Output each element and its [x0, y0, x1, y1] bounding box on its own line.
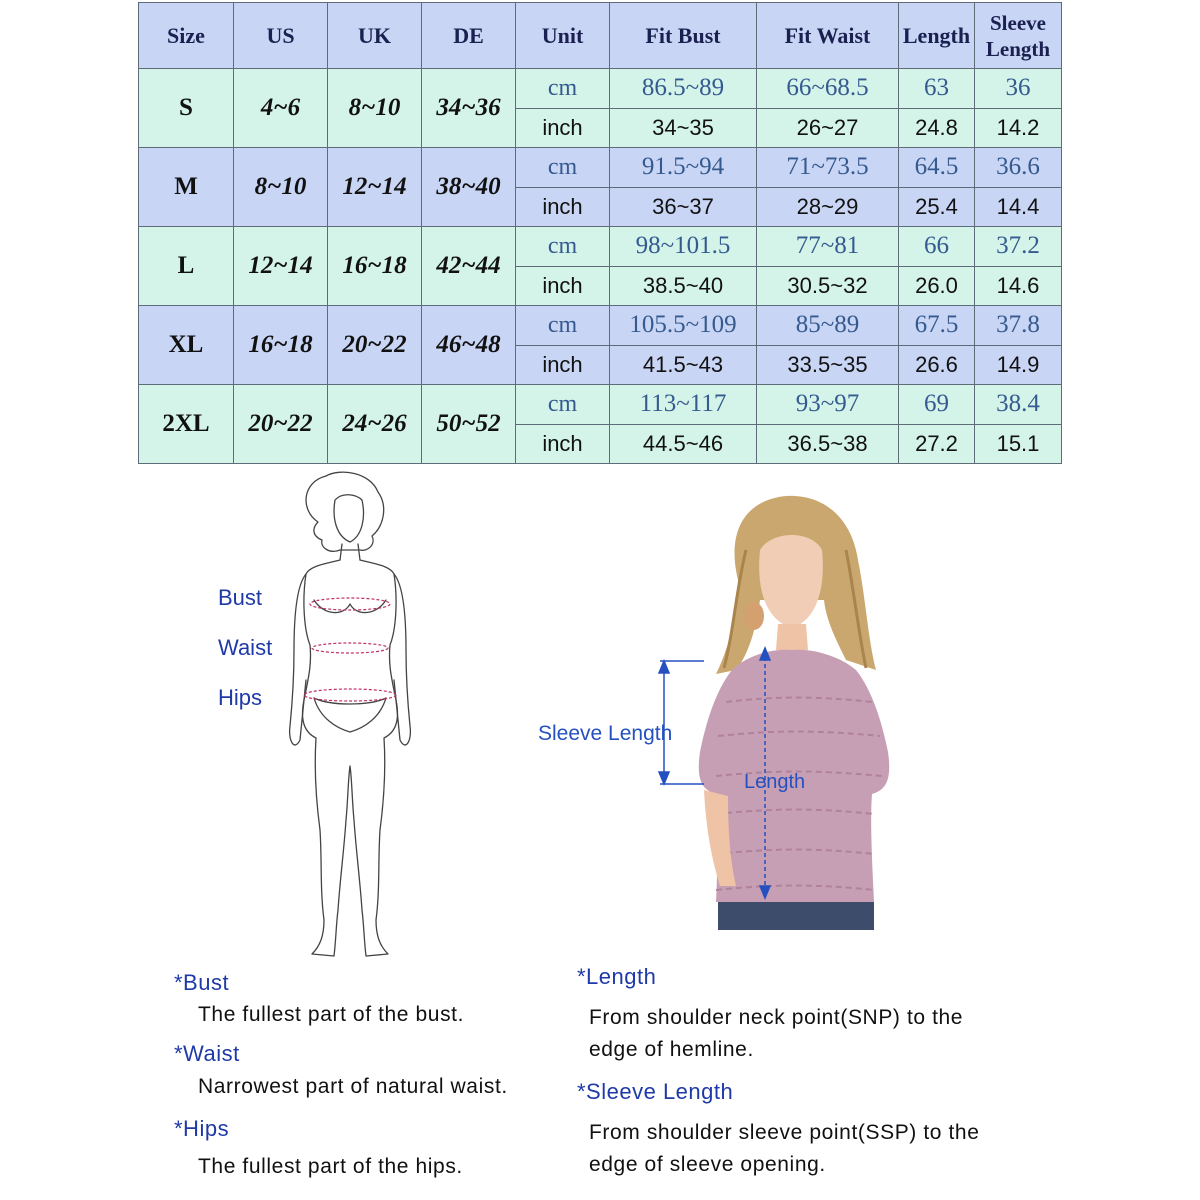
hips-label: Hips — [218, 685, 263, 710]
cm-value-cell: 38.4 — [975, 385, 1062, 425]
cm-value-cell: 37.8 — [975, 306, 1062, 346]
inch-value-cell: 26.6 — [899, 345, 975, 385]
us-size-cell: 4~6 — [234, 69, 328, 148]
sleeve-length-label: Sleeve Length — [538, 722, 673, 745]
inch-value-cell: 44.5~46 — [610, 424, 757, 464]
size-chart-table — [138, 2, 1062, 464]
inch-value-cell: 24.8 — [899, 108, 975, 148]
size-cell: L — [139, 227, 234, 306]
us-size-cell: 12~14 — [234, 227, 328, 306]
cm-value-cell: 69 — [899, 385, 975, 425]
neck-outline — [340, 544, 360, 560]
header-fit-bust: Fit Bust — [610, 3, 757, 69]
size-cell: M — [139, 148, 234, 227]
cm-value-cell: 66 — [899, 227, 975, 267]
de-size-cell: 46~48 — [422, 306, 516, 385]
header-length: Length — [899, 3, 975, 69]
unit-cm-cell: cm — [516, 306, 610, 346]
table-row — [139, 227, 1062, 267]
face-outline — [334, 495, 363, 542]
def-waist-title: *Waist — [174, 1041, 240, 1066]
body-measurement-figure — [280, 470, 420, 965]
uk-size-cell: 20~22 — [328, 306, 422, 385]
model-photo — [676, 490, 916, 930]
cm-value-cell: 36.6 — [975, 148, 1062, 188]
briefs-outline — [314, 698, 386, 732]
table-row — [139, 306, 1062, 346]
inch-value-cell: 41.5~43 — [610, 345, 757, 385]
header-row — [139, 3, 1062, 69]
uk-size-cell: 24~26 — [328, 385, 422, 464]
unit-cm-cell: cm — [516, 69, 610, 109]
de-size-cell: 34~36 — [422, 69, 516, 148]
size-cell: XL — [139, 306, 234, 385]
model-face — [759, 535, 823, 628]
def-bust-text: The fullest part of the bust. — [198, 1003, 465, 1026]
us-size-cell: 20~22 — [234, 385, 328, 464]
def-waist-text: Narrowest part of natural waist. — [198, 1075, 508, 1098]
cm-value-cell: 98~101.5 — [610, 227, 757, 267]
us-size-cell: 16~18 — [234, 306, 328, 385]
def-hips-title: *Hips — [174, 1116, 230, 1141]
model-jeans — [718, 902, 874, 930]
bust-label: Bust — [218, 585, 263, 610]
cm-value-cell: 36 — [975, 69, 1062, 109]
inch-value-cell: 25.4 — [899, 187, 975, 227]
cm-value-cell: 93~97 — [757, 385, 899, 425]
inch-value-cell: 36~37 — [610, 187, 757, 227]
cm-value-cell: 37.2 — [975, 227, 1062, 267]
def-sleeve-text-1: From shoulder sleeve point(SSP) to the — [589, 1121, 980, 1144]
de-size-cell: 42~44 — [422, 227, 516, 306]
torso-outline — [303, 560, 398, 956]
inch-value-cell: 30.5~32 — [757, 266, 899, 306]
unit-inch-cell: inch — [516, 187, 610, 227]
cm-value-cell: 66~68.5 — [757, 69, 899, 109]
uk-size-cell: 8~10 — [328, 69, 422, 148]
inch-value-cell: 38.5~40 — [610, 266, 757, 306]
cm-value-cell: 63 — [899, 69, 975, 109]
def-length-text-2: edge of hemline. — [589, 1038, 754, 1061]
inch-value-cell: 14.2 — [975, 108, 1062, 148]
table-row — [139, 385, 1062, 425]
cm-value-cell: 71~73.5 — [757, 148, 899, 188]
unit-inch-cell: inch — [516, 345, 610, 385]
def-length-text-1: From shoulder neck point(SNP) to the — [589, 1006, 964, 1029]
us-size-cell: 8~10 — [234, 148, 328, 227]
cm-value-cell: 105.5~109 — [610, 306, 757, 346]
inch-value-cell: 36.5~38 — [757, 424, 899, 464]
def-hips-text: The fullest part of the hips. — [198, 1155, 463, 1178]
uk-size-cell: 16~18 — [328, 227, 422, 306]
model-earring — [744, 602, 764, 630]
inch-value-cell: 26.0 — [899, 266, 975, 306]
inch-value-cell: 15.1 — [975, 424, 1062, 464]
table-row — [139, 69, 1062, 109]
de-size-cell: 38~40 — [422, 148, 516, 227]
size-cell: 2XL — [139, 385, 234, 464]
unit-inch-cell: inch — [516, 424, 610, 464]
def-sleeve-title: *Sleeve Length — [577, 1079, 734, 1104]
inch-value-cell: 27.2 — [899, 424, 975, 464]
bra-outline — [314, 600, 386, 613]
cm-value-cell: 85~89 — [757, 306, 899, 346]
header-us: US — [234, 3, 328, 69]
cm-value-cell: 86.5~89 — [610, 69, 757, 109]
header-fit-waist: Fit Waist — [757, 3, 899, 69]
def-length-title: *Length — [577, 964, 657, 989]
cm-value-cell: 64.5 — [899, 148, 975, 188]
unit-inch-cell: inch — [516, 108, 610, 148]
header-size: Size — [139, 3, 234, 69]
length-label: Length — [744, 771, 806, 793]
inch-value-cell: 14.4 — [975, 187, 1062, 227]
uk-size-cell: 12~14 — [328, 148, 422, 227]
size-cell: S — [139, 69, 234, 148]
header-de: DE — [422, 3, 516, 69]
de-size-cell: 50~52 — [422, 385, 516, 464]
header-sleeve-length: Sleeve Length — [975, 3, 1062, 69]
cm-value-cell: 91.5~94 — [610, 148, 757, 188]
table-row — [139, 148, 1062, 188]
unit-cm-cell: cm — [516, 148, 610, 188]
waist-label: Waist — [218, 635, 273, 660]
cm-value-cell: 113~117 — [610, 385, 757, 425]
inch-value-cell: 14.9 — [975, 345, 1062, 385]
inch-value-cell: 34~35 — [610, 108, 757, 148]
inch-value-cell: 33.5~35 — [757, 345, 899, 385]
unit-cm-cell: cm — [516, 385, 610, 425]
header-unit: Unit — [516, 3, 610, 69]
header-uk: UK — [328, 3, 422, 69]
def-sleeve-text-2: edge of sleeve opening. — [589, 1153, 826, 1176]
inch-value-cell: 26~27 — [757, 108, 899, 148]
inch-value-cell: 28~29 — [757, 187, 899, 227]
cm-value-cell: 77~81 — [757, 227, 899, 267]
cm-value-cell: 67.5 — [899, 306, 975, 346]
inch-value-cell: 14.6 — [975, 266, 1062, 306]
unit-inch-cell: inch — [516, 266, 610, 306]
unit-cm-cell: cm — [516, 227, 610, 267]
def-bust-title: *Bust — [174, 970, 230, 995]
waist-line — [312, 643, 388, 653]
